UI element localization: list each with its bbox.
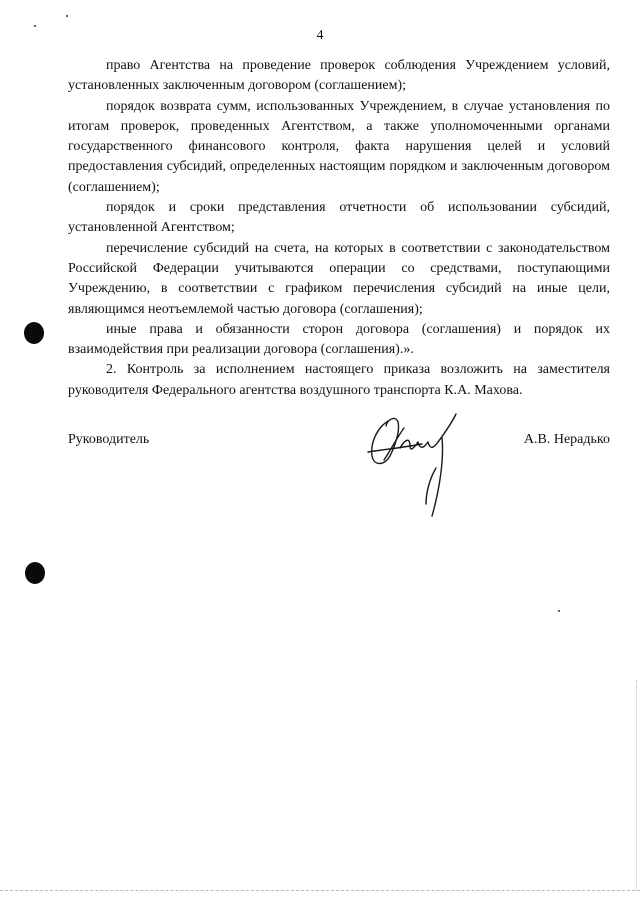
scan-edge-line: [0, 890, 640, 891]
handwritten-signature: [360, 408, 470, 523]
document-body: [68, 56, 610, 401]
scan-edge-line: [636, 680, 637, 890]
paragraph-control-clause: 2. Контроль за исполнением настоящего приказа возложить на заместителя руководителя Федерального агентства воздушного транспорта К.А. Махова.: [68, 362, 610, 398]
paragraph-other-rights: иные права и обязанности сторон договора (соглашения) и порядок их взаимодействия при реализации договора (соглашения).».: [68, 321, 610, 358]
punch-hole-mark: [24, 322, 44, 344]
scan-speck: [558, 610, 560, 612]
scan-speck: [34, 25, 36, 27]
scan-speck: [66, 15, 68, 17]
punch-hole-mark: [25, 562, 45, 584]
paragraph-refund-procedure: порядок возврата сумм, использованных Учреждением, в случае установления по итогам проверок, проведенных Агентством, а также уполномоченными органами государственного финансового контроля, факта нарушения целей и условий предоставления субсидий, определенных настоящим порядком и заключенным договором (соглашением);: [68, 98, 610, 195]
signatory-title: Руководитель: [68, 432, 150, 447]
signatory-name: А.В. Нерадько: [523, 432, 610, 447]
paragraph-inspection-right: право Агентства на проведение проверок соблюдения Учреждением условий, установленных заключенным договором (соглашением);: [68, 58, 610, 94]
signature-block: [68, 432, 610, 454]
page-number: 4: [316, 28, 324, 43]
paragraph-subsidy-transfer: перечисление субсидий на счета, на которых в соответствии с законодательством Российской Федерации учитываются операции со средствами, поступающими Учреждению, в соответствии с графиком перечисления субсидий на иные цели, являющимся неотъемлемой частью договора (соглашения);: [68, 240, 610, 317]
paragraph-reporting-terms: порядок и сроки представления отчетности об использовании субсидий, установленной Агентством;: [68, 200, 610, 236]
